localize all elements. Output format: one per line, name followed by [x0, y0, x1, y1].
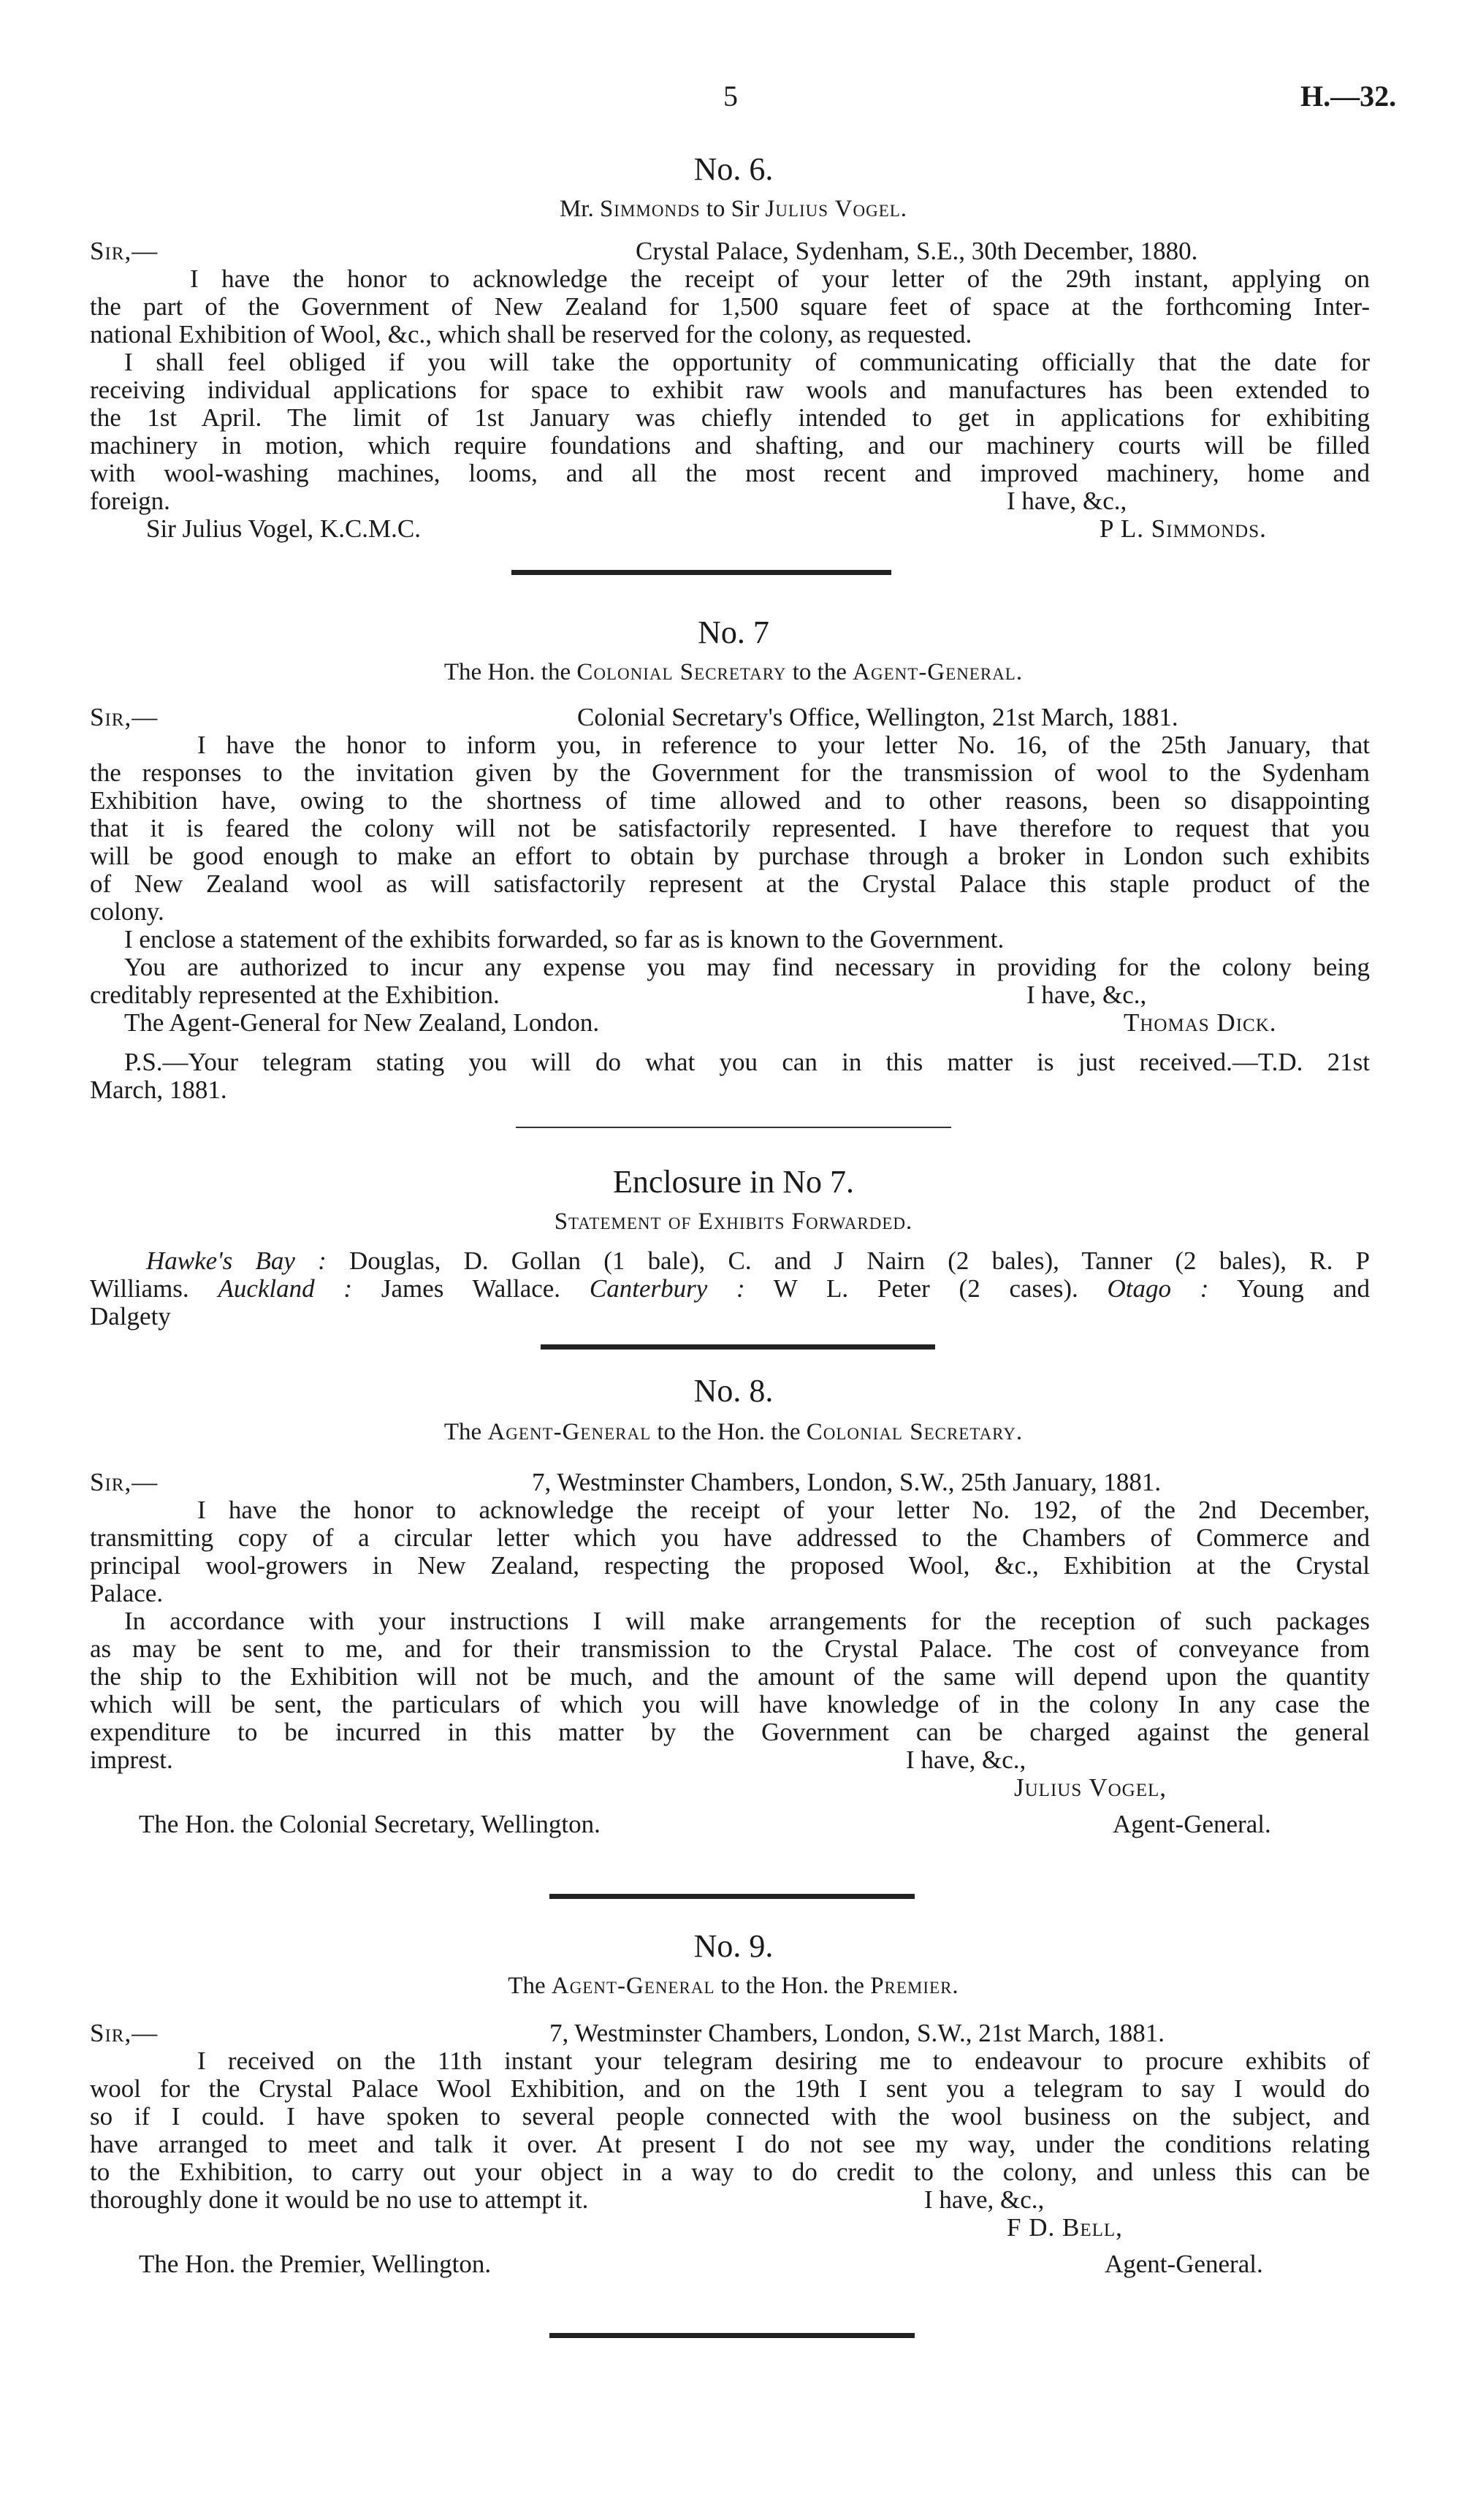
- salutation: Sir,—: [90, 703, 159, 731]
- body-line: with wool-washing machines, looms, and all the most recent and improved machinery, home and: [90, 459, 1370, 487]
- body-line: wool for the Crystal Palace Wool Exhibition, and on the 19th I sent you a telegram to say I would do: [90, 2074, 1370, 2103]
- body-line: creditably represented at the Exhibition.: [90, 981, 500, 1009]
- letter-title-no8: No. 8.: [693, 1373, 774, 1409]
- signature: Julius Vogel,: [1014, 1773, 1167, 1802]
- body-line: I received on the 11th instant your telegram desiring me to endeavour to procure exhibits of: [197, 2047, 1370, 2075]
- body-line: Exhibition have, owing to the shortness of time allowed and to other reasons, been so disappointing: [90, 786, 1370, 815]
- body-line: will be good enough to make an effort to obtain by purchase through a broker in London such exhibits: [90, 842, 1370, 870]
- letter-subtitle-no8: The Agent-General to the Hon. the Colonial Secretary.: [443, 1419, 1024, 1445]
- body-line: which will be sent, the particulars of which you will have knowledge of in the colony In any case the: [90, 1690, 1370, 1718]
- section-divider: [516, 1127, 951, 1128]
- page-number: 5: [723, 80, 739, 113]
- letter-address: 7, Westminster Chambers, London, S.W., 25th January, 1881.: [532, 1468, 1162, 1496]
- body-line: colony.: [90, 897, 164, 926]
- body-line: I enclose a statement of the exhibits forwarded, so far as is known to the Government.: [124, 925, 1005, 953]
- letter-subtitle-no9: The Agent-General to the Hon. the Premier.: [508, 1973, 959, 1999]
- body-line: the ship to the Exhibition will not be much, and the amount of the same will depend upon the quantity: [90, 1662, 1370, 1691]
- body-line: that it is feared the colony will not be satisfactorily represented. I have therefore to request that you: [90, 814, 1370, 842]
- body-line: I have the honor to inform you, in reference to your letter No. 16, of the 25th January, that: [197, 731, 1370, 759]
- signature-title: Agent-General.: [1113, 1810, 1271, 1838]
- letter-subtitle-no7: The Hon. the Colonial Secretary to the Agent-General.: [443, 659, 1024, 685]
- closing: I have, &c.,: [1026, 981, 1147, 1009]
- closing: I have, &c.,: [906, 1746, 1026, 1774]
- body-line: the part of the Government of New Zealand for 1,500 square feet of space at the forthcoming Inter-: [90, 292, 1370, 321]
- letter-subtitle-no6: Mr. Simmonds to Sir Julius Vogel.: [559, 196, 908, 222]
- paper-reference: H.—32.: [1300, 80, 1397, 113]
- enclosure-line: Williams. Auckland : James Wallace. Canterbury : W L. Peter (2 cases). Otago : Young and: [90, 1274, 1371, 1303]
- section-divider: [549, 2333, 915, 2338]
- body-line: I shall feel obliged if you will take the opportunity of communicating officially that the date for: [124, 348, 1370, 376]
- letter-address: 7, Westminster Chambers, London, S.W., 21st March, 1881.: [549, 2019, 1165, 2047]
- addressee: The Agent-General for New Zealand, London.: [124, 1008, 600, 1037]
- body-line: of New Zealand wool as will satisfactorily represent at the Crystal Palace this staple product of the: [90, 869, 1370, 898]
- addressee: Sir Julius Vogel, K.C.M.C.: [146, 514, 422, 543]
- body-line: as may be sent to me, and for their transmission to the Crystal Palace. The cost of conveyance from: [90, 1634, 1370, 1663]
- body-line: national Exhibition of Wool, &c., which shall be reserved for the colony, as requested.: [90, 320, 972, 349]
- body-line: foreign.: [90, 487, 170, 515]
- body-line: receiving individual applications for space to exhibit raw wools and manufactures has been extended to: [90, 376, 1370, 404]
- body-line: imprest.: [90, 1746, 173, 1774]
- postscript-line: P.S.—Your telegram stating you will do what you can in this matter is just received.—T.D. 21st: [124, 1048, 1370, 1076]
- body-line: I have the honor to acknowledge the receipt of your letter of the 29th instant, applying on: [190, 264, 1370, 293]
- signature: F D. Bell,: [1007, 2213, 1123, 2242]
- closing: I have, &c.,: [1007, 487, 1127, 515]
- signature: P L. Simmonds.: [1100, 514, 1267, 543]
- body-line: expenditure to be incurred in this matter by the Government can be charged against the general: [90, 1718, 1370, 1746]
- section-divider: [549, 1894, 915, 1899]
- body-line: to the Exhibition, to carry out your object in a way to do credit to the colony, and unless this can be: [90, 2158, 1370, 2186]
- body-line: thoroughly done it would be no use to attempt it.: [90, 2185, 589, 2214]
- body-line: the 1st April. The limit of 1st January was chiefly intended to get in applications for exhibiting: [90, 403, 1370, 432]
- body-line: the responses to the invitation given by the Government for the transmission of wool to the Sydenham: [90, 758, 1370, 787]
- body-line: Palace.: [90, 1579, 164, 1607]
- body-line: In accordance with your instructions I will make arrangements for the reception of such packages: [124, 1607, 1370, 1635]
- salutation: Sir,—: [90, 2019, 159, 2047]
- enclosure-title: Enclosure in No 7.: [613, 1164, 854, 1200]
- postscript-line: March, 1881.: [90, 1076, 227, 1104]
- letter-title-no9: No. 9.: [693, 1928, 774, 1964]
- addressee: The Hon. the Colonial Secretary, Wellington.: [139, 1810, 601, 1838]
- closing: I have, &c.,: [924, 2185, 1045, 2214]
- body-line: machinery in motion, which require foundations and shafting, and our machinery courts will be filled: [90, 431, 1370, 460]
- body-line: principal wool-growers in New Zealand, respecting the proposed Wool, &c., Exhibition at the Crystal: [90, 1551, 1370, 1580]
- section-divider: [511, 570, 891, 575]
- body-line: I have the honor to acknowledge the receipt of your letter No. 192, of the 2nd December,: [197, 1496, 1370, 1524]
- letter-title-no6: No. 6.: [693, 151, 774, 187]
- body-line: so if I could. I have spoken to several people connected with the wool business on the subject, and: [90, 2102, 1370, 2131]
- letter-title-no7: No. 7: [698, 614, 769, 650]
- enclosure-subtitle: Statement of Exhibits Forwarded.: [554, 1208, 913, 1235]
- letter-address: Crystal Palace, Sydenham, S.E., 30th December, 1880.: [636, 237, 1198, 265]
- body-line: have arranged to meet and talk it over. At present I do not see my way, under the conditions relating: [90, 2130, 1370, 2158]
- section-divider: [541, 1344, 935, 1350]
- body-line: transmitting copy of a circular letter which you have addressed to the Chambers of Commerce and: [90, 1523, 1370, 1552]
- signature: Thomas Dick.: [1124, 1008, 1277, 1037]
- addressee: The Hon. the Premier, Wellington.: [139, 2250, 492, 2278]
- body-line: You are authorized to incur any expense you may find necessary in providing for the colony being: [124, 953, 1370, 981]
- signature-title: Agent-General.: [1105, 2250, 1263, 2278]
- enclosure-line: Dalgety: [90, 1302, 171, 1331]
- salutation: Sir,—: [90, 1468, 159, 1496]
- salutation: Sir,—: [90, 237, 159, 265]
- enclosure-line: Hawke's Bay : Douglas, D. Gollan (1 bale), C. and J Nairn (2 bales), Tanner (2 bales), R. P: [146, 1246, 1370, 1275]
- letter-address: Colonial Secretary's Office, Wellington, 21st March, 1881.: [577, 703, 1178, 731]
